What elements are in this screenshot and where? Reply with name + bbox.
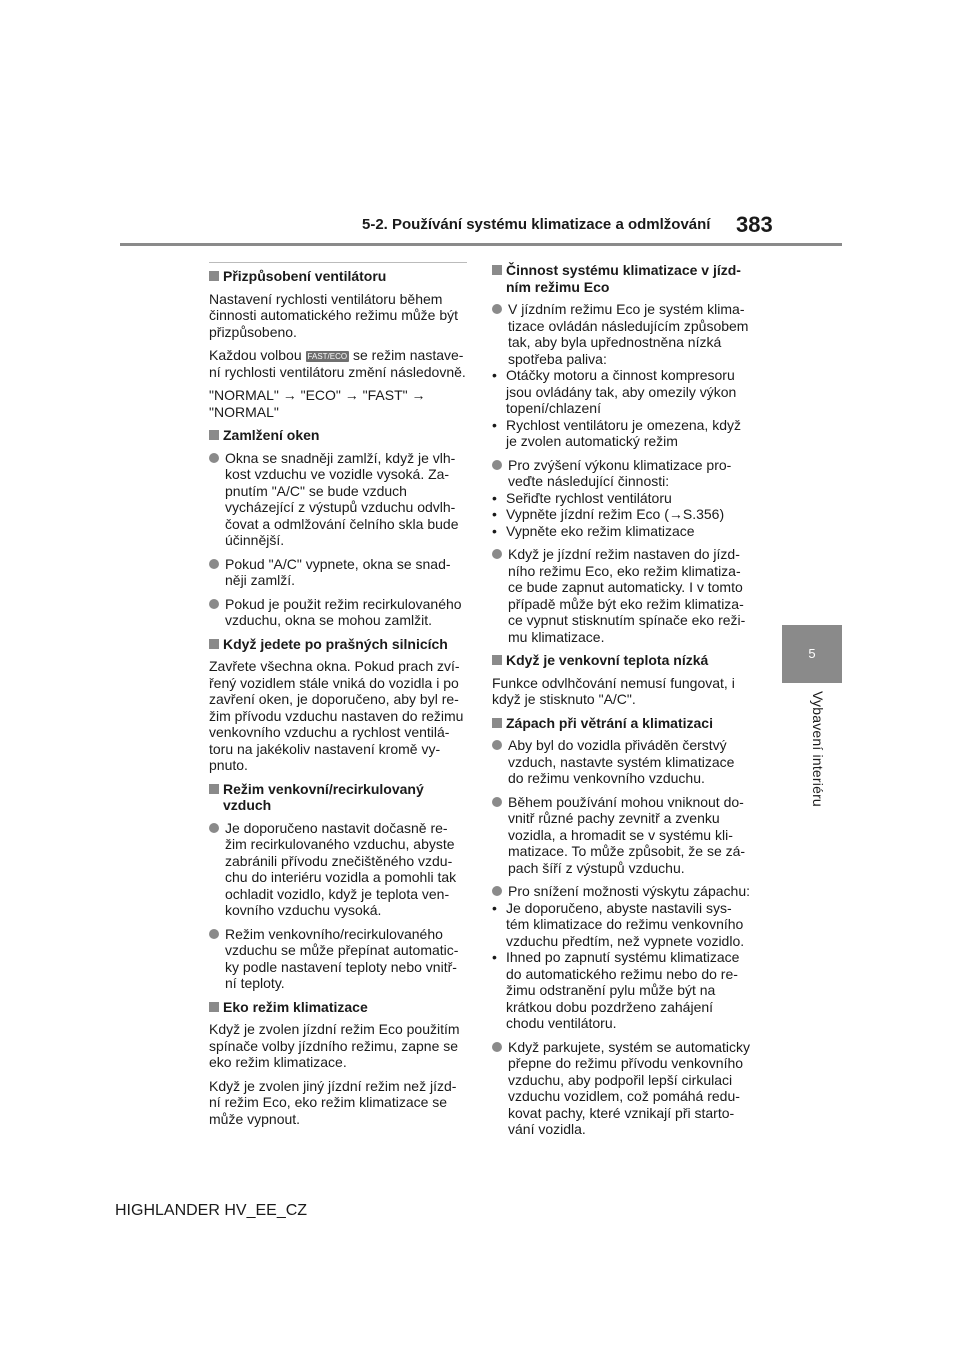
bullet-item: Během používání mohou vniknout do-vnitř různé pachy zevnitř a zvenku vozidla, a hromadit se v systému kli-matizace. To může způsobit, že se zá-pach šíří z výstupů vzduchu. [492, 794, 750, 877]
circle-bullet-icon [492, 1042, 502, 1052]
circle-bullet-icon [209, 453, 219, 463]
section-heading: Přizpůsobení ventilátoru [209, 268, 467, 285]
bullet-item: Pokud je použit režim recirkulovaného vzduchu, okna se mohou zamlžit. [209, 596, 467, 629]
paragraph: Zavřete všechna okna. Pokud prach zví-řený vozidlem stále vniká do vozidla i po zavření oken, je doporučeno, aby byl re-žim přívodu vzduchu nastaven do režimu venkovního vzduchu a rychlost ventilá-toru na jakékoliv nastavení kromě vy-pnuto. [209, 658, 464, 773]
square-bullet-icon [209, 271, 219, 281]
bullet-item: Režim venkovního/recirkulovaného vzduchu se může přepínat automatic-ky podle nastavení teploty nebo vnitř-ní teploty. [209, 926, 467, 992]
paragraph: Když je zvolen jiný jízdní režim než jízd-ní režim Eco, eko režim klimatizace se může vypnout. [209, 1077, 457, 1127]
section-heading: Zápach při větrání a klimatizaci [492, 715, 750, 732]
circle-bullet-icon [492, 886, 502, 896]
sub-list [492, 367, 750, 450]
header-rule [120, 243, 842, 246]
chapter-side-label: Vybavení interiéru [810, 691, 826, 807]
paragraph: "NORMAL" → "ECO" → "FAST" → "NORMAL" [209, 387, 426, 420]
circle-bullet-icon [209, 929, 219, 939]
sub-item: • Vypněte eko režim klimatizace [492, 522, 695, 539]
circle-bullet-icon [492, 740, 502, 750]
square-bullet-icon [492, 265, 502, 275]
bullet-item: Když parkujete, systém se automaticky přepne do režimu přívodu venkovního vzduchu, aby podpořil lepší cirkulaci vzduchu vozidlem, což pomáhá redu-kovat pachy, které vznikají při starto-vání vozidla. [492, 1039, 750, 1138]
circle-bullet-icon [492, 304, 502, 314]
bullet-item: Aby byl do vozidla přiváděn čerstvý vzduch, nastavte systém klimatizace do režimu venkovního vzduchu. [492, 737, 750, 787]
sub-list [492, 490, 750, 540]
section-heading: Režim venkovní/recirkulovaný vzduch [209, 781, 467, 814]
left-column [209, 262, 467, 1134]
square-bullet-icon [209, 639, 219, 649]
right-column [492, 262, 750, 1145]
square-bullet-icon [209, 784, 219, 794]
fast-eco-button-icon: FAST/ECO [307, 352, 348, 361]
circle-bullet-icon [492, 797, 502, 807]
bullet-item: V jízdním režimu Eco je systém klima-tizace ovládán následujícím způsobem tak, aby byla upřednostněna nízká spotřeba paliva: [492, 301, 750, 367]
circle-bullet-icon [209, 559, 219, 569]
section-heading: Činnost systému klimatizace v jízd-ním režimu Eco [492, 262, 750, 295]
section-heading: Zamlžení oken [209, 427, 467, 444]
bullet-item: Je doporučeno nastavit dočasně re-žim recirkulovaného vzduchu, abyste zabránili přívodu znečištěného vzdu-chu do interiéru vozidla a pomohli tak ochladit vozidlo, když je teplota ven-kovního vzduchu vysoká. [209, 820, 467, 919]
bullet-item: Okna se snadněji zamlží, když je vlh-kost vzduchu ve vozidle vysoká. Za-pnutím "A/C" se bude vzduch vycházející z výstupů vzduchu odvlh-čovat a odmlžování čelního skla bude účinnější. [209, 450, 467, 549]
square-bullet-icon [492, 718, 502, 728]
bullet-item: Pro snížení možnosti výskytu zápachu: [492, 883, 750, 900]
paragraph: Každou volbou FAST/ECO se režim nastave-ní rychlosti ventilátoru změní následovně. [209, 347, 466, 380]
circle-bullet-icon [209, 823, 219, 833]
sub-item: • Ihned po zapnutí systému klimatizace do automatického režimu nebo do re-žimu odstranění pylu může být na krátkou dobu pozdrženo zahájení chodu ventilátoru. [492, 949, 740, 1031]
sub-list [492, 900, 750, 1032]
section-heading: Eko režim klimatizace [209, 999, 467, 1016]
header-title: 5-2. Používání systému klimatizace a odmlžování [362, 216, 711, 233]
circle-bullet-icon [492, 460, 502, 470]
bullet-item: Pro zvýšení výkonu klimatizace pro-veďte následující činnosti: [492, 457, 750, 490]
chapter-tab: 5 [782, 625, 842, 683]
bullet-item: Pokud "A/C" vypnete, okna se snad-něji zamlží. [209, 556, 467, 589]
bullet-item: Když je jízdní režim nastaven do jízd-ního režimu Eco, eko režim klimatiza-ce bude zapnut automaticky. I v tomto případě může být eko režim klimatiza-ce vypnut stisknutím spínače eko reži-mu klimatizace. [492, 546, 750, 645]
footer-model-code: HIGHLANDER HV_EE_CZ [115, 1202, 308, 1219]
square-bullet-icon [209, 1002, 219, 1012]
paragraph: Nastavení rychlosti ventilátoru během činnosti automatického režimu může být přizpůsobeno. [209, 290, 458, 340]
square-bullet-icon [492, 655, 502, 665]
column-rule [209, 262, 467, 263]
sub-item: • Rychlost ventilátoru je omezena, když je zvolen automatický režim [492, 416, 741, 449]
paragraph: Funkce odvlhčování nemusí fungovat, i když je stisknuto "A/C". [492, 674, 735, 707]
sub-item: • Je doporučeno, abyste nastavili sys-tém klimatizace do režimu venkovního vzduchu předtím, než vypnete vozidlo. [492, 899, 745, 949]
sub-item: • Otáčky motoru a činnost kompresoru jsou ovládány tak, aby omezily výkon topení/chlazení [492, 367, 737, 416]
circle-bullet-icon [492, 549, 502, 559]
sub-item: • Seřiďte rychlost ventilátoru [492, 489, 672, 506]
sub-item: • Vypněte jízdní režim Eco (→S.356) [492, 506, 725, 522]
square-bullet-icon [209, 430, 219, 440]
section-heading: Když jedete po prašných silnicích [209, 636, 467, 653]
page-number: 383 [736, 212, 773, 237]
circle-bullet-icon [209, 599, 219, 609]
paragraph: Když je zvolen jízdní režim Eco použitím spínače volby jízdního režimu, zapne se eko režim klimatizace. [209, 1021, 460, 1070]
section-heading: Když je venkovní teplota nízká [492, 652, 750, 669]
